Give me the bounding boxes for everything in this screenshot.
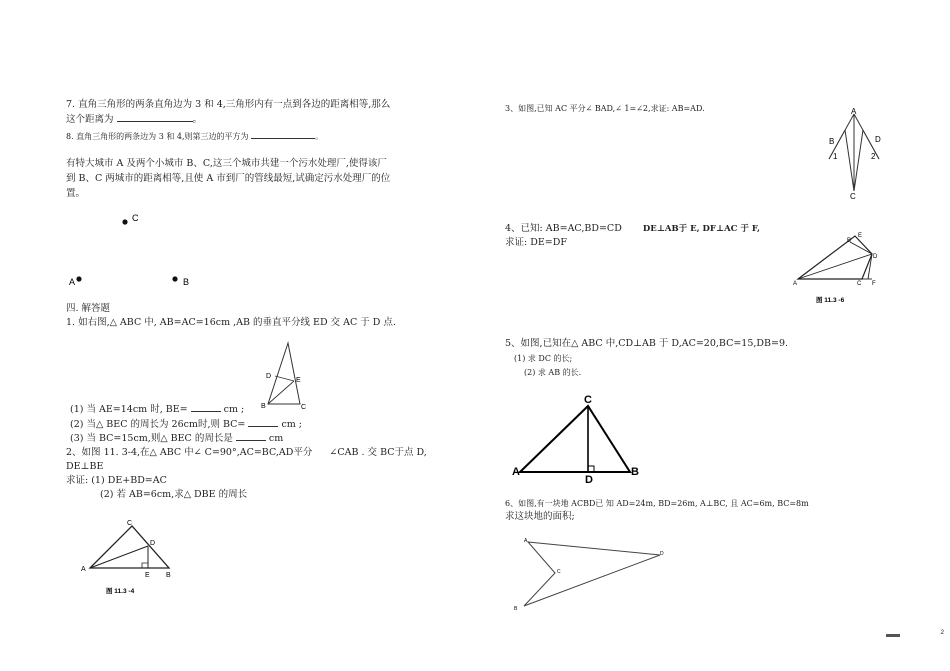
q7-line2: [66, 112, 202, 126]
city-points-figure: [60, 205, 210, 295]
p2-line2: DE⊥BE: [66, 461, 104, 472]
p6-label-b: B: [514, 606, 518, 612]
p1b-line: [70, 417, 302, 431]
point-c-label: C: [132, 213, 139, 223]
point-b-label: B: [183, 277, 190, 287]
p1b-end: cm ;: [281, 419, 302, 430]
page-number: 2: [940, 630, 944, 636]
p2-line4: (2) 若 AB=6cm,求△ DBE 的周长: [100, 489, 248, 500]
city-problem-line3: 置。: [66, 188, 86, 199]
fig-11-3-4: [78, 516, 178, 598]
p4-line1: [505, 222, 760, 236]
p2-text-b: ∠CAB . 交 BC于点 D,: [329, 447, 427, 458]
city-problem-line1: 有特大城市 A 及两个小城市 B、C,这三个城市共建一个污水处理厂,使得该厂: [66, 158, 387, 169]
q7-line1: 7. 直角三角形的两条直角边为 3 和 4,三角形内有一点到各边的距离相等,那么: [66, 99, 391, 110]
p6-line1: 6、如图,有一块地 ACBD已 知 AD=24m, BD=26m, A⊥BC, 且 AC=6m, BC=8m: [505, 499, 809, 508]
fig34-label-c: C: [127, 520, 133, 527]
p1b-blank[interactable]: [248, 417, 278, 427]
q8-answer-blank[interactable]: [251, 129, 315, 139]
p3-figure: [818, 105, 893, 201]
p4-line2: 求证: DE=DF: [505, 237, 567, 248]
city-problem-line2: 到 B、C 两城市的距离相等,且使 A 市到厂的管线最短,试确定污水处理厂的位: [66, 173, 391, 184]
p5-label-c: C: [584, 394, 592, 406]
fig36-label-d: D: [873, 254, 878, 260]
fig34-label-d: D: [150, 540, 156, 547]
p4-text-a: 4、已知: AB=AC,BD=CD: [505, 223, 622, 234]
p1-triangle-figure: [255, 338, 319, 412]
fig36-label-a: A: [793, 281, 798, 287]
q8-text: 8. 直角三角形的两条边为 3 和 4,则第三边的平方为: [66, 132, 249, 141]
p1-label-c: C: [301, 404, 307, 411]
p1a-blank[interactable]: [191, 402, 221, 412]
p6-line2: 求这块地的面积;: [505, 511, 575, 522]
p1c-line: [70, 431, 283, 445]
p4-text-b: DE⊥AB于 E, DF⊥AC 于 F,: [642, 224, 760, 234]
p1-label-e: E: [296, 377, 301, 384]
p5-part1: (1) 求 DC 的长;: [514, 354, 573, 363]
p3-statement: 3、如图,已知 AC 平分∠ BAD,∠ 1=∠2,求证: AB=AD.: [505, 104, 705, 113]
fig36-label-e: E: [858, 233, 863, 239]
p5-part2: (2) 求 AB 的长.: [524, 368, 582, 377]
p3-label-c: C: [850, 192, 856, 201]
page-marker-bar: [886, 634, 900, 637]
fig34-label-e: E: [145, 572, 150, 579]
p6-label-c: C: [557, 569, 561, 575]
q7-text: 这个距离为: [66, 114, 114, 125]
q8-end: 。: [315, 132, 324, 141]
fig34-caption: 图 11.3 -4: [106, 588, 135, 595]
p1-statement: 1. 如右图,△ ABC 中, AB=AC=16cm ,AB 的垂直平分线 ED 交 AC 于 D 点.: [66, 317, 396, 328]
p6-label-d: D: [660, 551, 664, 557]
p1c-end: cm: [268, 433, 284, 444]
q8-line: [66, 129, 323, 143]
p6-figure: [510, 533, 670, 615]
p5-statement: 5、如图,已知在△ ABC 中,CD⊥AB 于 D,AC=20,BC=15,DB=9.: [505, 338, 789, 349]
p3-label-1: 1: [833, 152, 838, 161]
p1c-blank[interactable]: [236, 431, 266, 441]
fig-11-3-6: [790, 228, 890, 308]
p3-label-b: B: [829, 137, 835, 146]
p2-line3: 求证: (1) DE+BD=AC: [66, 475, 167, 486]
fig34-label-b: B: [166, 572, 171, 579]
fig36-label-f: F: [872, 281, 876, 287]
fig36-label-c: C: [857, 281, 862, 287]
point-a-dot: [76, 276, 81, 281]
p5-label-b: B: [631, 466, 639, 478]
point-c-dot: [122, 219, 127, 224]
point-b-dot: [172, 276, 177, 281]
p5-label-a: A: [512, 466, 520, 478]
p1a-text: (1) 当 AE=14cm 时, BE=: [70, 404, 188, 415]
section-title: 四. 解答题: [66, 303, 111, 314]
p1b-text: (2) 当△ BEC 的周长为 26cm时,则 BC=: [70, 419, 246, 430]
p3-label-2: 2: [871, 152, 876, 161]
fig36-caption: 图 11.3 -6: [816, 297, 845, 304]
p2-line1: [66, 446, 427, 459]
p5-figure: [510, 384, 645, 484]
p3-label-a: A: [851, 107, 857, 116]
p1c-text: (3) 当 BC=15cm,则△ BEC 的周长是: [70, 433, 233, 444]
p5-label-d: D: [585, 474, 593, 484]
p1-label-d: D: [266, 373, 272, 380]
p1-label-b: B: [261, 403, 266, 410]
point-a-label: A: [69, 277, 76, 287]
fig36-label-b: B: [847, 238, 852, 244]
p2-text-a: 2、如图 11. 3-4,在△ ABC 中∠ C=90°,AC=BC,AD平分: [66, 447, 313, 458]
q7-end: 。: [192, 114, 203, 125]
p1a-end: cm ;: [223, 404, 245, 415]
q7-answer-blank[interactable]: [117, 112, 193, 122]
p6-label-a: A: [524, 538, 528, 544]
p1a-line: [70, 402, 244, 416]
p3-label-d: D: [875, 135, 881, 144]
fig34-label-a: A: [81, 566, 86, 573]
